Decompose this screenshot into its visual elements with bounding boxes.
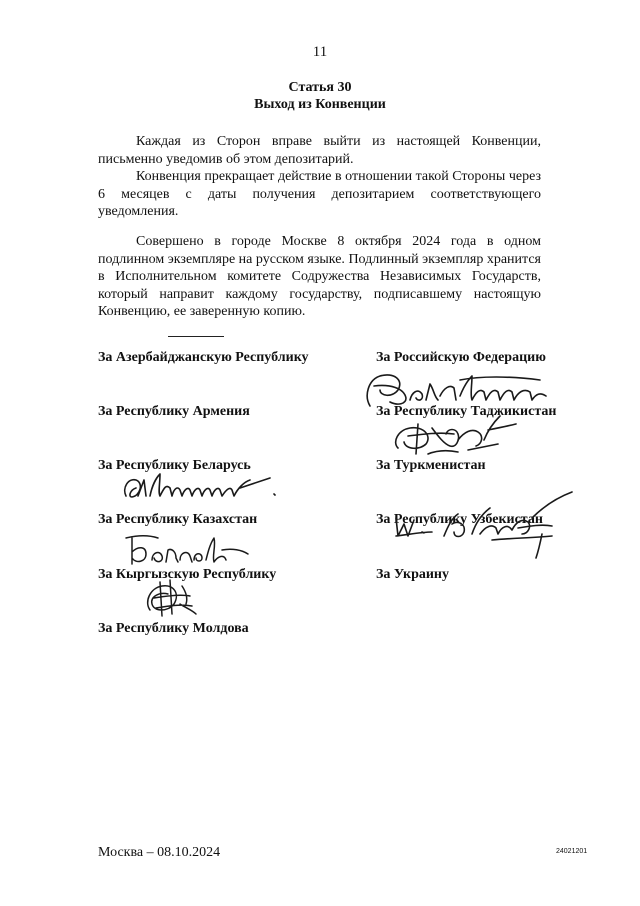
signature-russia [360, 366, 560, 410]
paragraph-termination: Конвенция прекращает действие в отношении такой Стороны через 6 месяцев с даты получения депозитарием соответствующего уведомления. [98, 169, 541, 219]
footer-place-date: Москва – 08.10.2024 [98, 845, 221, 860]
signatory-azerbaijan: За Азербайджанскую Республику [98, 350, 309, 365]
signature-uzbekistan [392, 488, 582, 560]
signatory-tajikistan: За Республику Таджикистан [376, 404, 557, 419]
signatory-belarus: За Республику Беларусь [98, 458, 251, 473]
signatory-kazakhstan: За Республику Казахстан [98, 512, 258, 527]
signatory-armenia: За Республику Армения [98, 404, 250, 419]
footer-doc-code: 24021201 [556, 848, 588, 855]
paragraph-withdrawal: Каждая из Сторон вправе выйти из настоящей Конвенции, письменно уведомив об этом депозитарий. [98, 134, 541, 167]
signature-kazakhstan [122, 530, 262, 570]
signatory-ukraine: За Украину [376, 567, 450, 582]
signatory-russia: За Российскую Федерацию [376, 350, 546, 365]
article-number: Статья 30 [288, 80, 352, 95]
article-title: Выход из Конвенции [254, 97, 386, 112]
signature-belarus [120, 466, 290, 506]
paragraph-done-at: Совершено в городе Москве 8 октября 2024 года в одном подлинном экземпляре на русском языке. Подлинный экземпляр хранится в Исполнительном комитете Содружества Независимых Государств, который направит каждому государству, подписавшему настоящую Конвенцию, ее заверенную копию. [98, 234, 541, 319]
separator-line [168, 336, 224, 337]
signatory-moldova: За Республику Молдова [98, 621, 249, 636]
signatory-turkmenistan: За Туркменистан [376, 458, 486, 473]
signatory-uzbekistan: За Республику Узбекистан [376, 512, 543, 527]
signature-tajikistan [388, 410, 538, 460]
page-number: 11 [312, 44, 328, 60]
signatory-kyrgyzstan: За Кыргызскую Республику [98, 567, 277, 582]
signature-kyrgyzstan [140, 574, 210, 624]
